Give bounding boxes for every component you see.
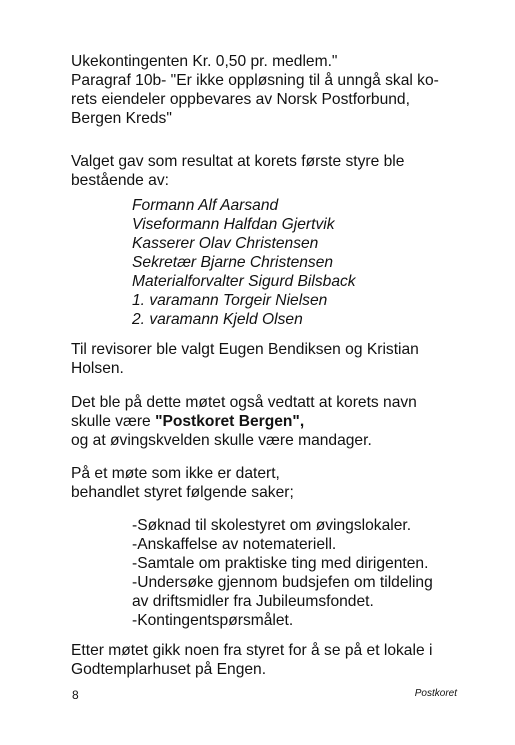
board-member: Kasserer Olav Christensen (132, 235, 319, 252)
board-member: 2. varamann Kjeld Olsen (132, 311, 303, 328)
text-line: Paragraf 10b- "Er ikke oppløsning til å unngå skal ko- (71, 72, 439, 89)
paragraph-after-meeting (71, 641, 432, 679)
board-member: Formann Alf Aarsand (132, 197, 279, 214)
choir-name-highlight: "Postkoret Bergen", (155, 413, 305, 430)
text-segment: skulle være (71, 413, 156, 430)
text-line: Holsen. (71, 360, 124, 377)
text-line: og at øvingskvelden skulle være mandager. (71, 432, 372, 449)
board-member: 1. varamann Torgeir Nielsen (132, 292, 328, 309)
paragraph-auditors (71, 340, 419, 378)
text-line: Bergen Kreds" (71, 110, 172, 127)
text-line: På et møte som ikke er datert, (71, 465, 280, 482)
board-member: Sekretær Bjarne Christensen (132, 254, 334, 271)
page-number: 8 (72, 688, 79, 702)
text-line: Til revisorer ble valgt Eugen Bendiksen og Kristian (71, 341, 419, 358)
running-footer: Postkoret (414, 688, 457, 699)
board-members-list (132, 196, 356, 329)
paragraph-undated-meeting (71, 464, 294, 502)
agenda-list (132, 516, 433, 630)
board-member: Viseformann Halfdan Gjertvik (132, 216, 335, 233)
text-line: Godtemplarhuset på Engen. (71, 661, 267, 678)
text-line: Det ble på dette møtet også vedtatt at korets navn (71, 394, 417, 411)
agenda-item: av driftsmidler fra Jubileumsfondet. (132, 593, 374, 610)
agenda-item: -Undersøke gjennom budsjefen om tildeling (132, 574, 433, 591)
paragraph-choir-name (71, 393, 417, 450)
text-line: Ukekontingenten Kr. 0,50 pr. medlem." (71, 53, 338, 70)
text-line: behandlet styret følgende saker; (71, 484, 294, 501)
text-line: bestående av: (71, 172, 169, 189)
text-line: Etter møtet gikk noen fra styret for å se på et lokale i (71, 642, 433, 659)
paragraph-statutes (71, 52, 439, 128)
agenda-item: -Kontingentspørsmålet. (132, 612, 294, 629)
paragraph-election (71, 152, 404, 190)
agenda-item: -Samtale om praktiske ting med dirigenten. (132, 555, 429, 572)
text-line: Valget gav som resultat at korets første styre ble (71, 153, 405, 170)
text-line: rets eiendeler oppbevares av Norsk Postforbund, (71, 91, 410, 108)
agenda-item: -Søknad til skolestyret om øvingslokaler. (132, 517, 412, 534)
text-line (71, 412, 417, 431)
agenda-item: -Anskaffelse av notemateriell. (132, 536, 337, 553)
board-member: Materialforvalter Sigurd Bilsback (132, 273, 356, 290)
